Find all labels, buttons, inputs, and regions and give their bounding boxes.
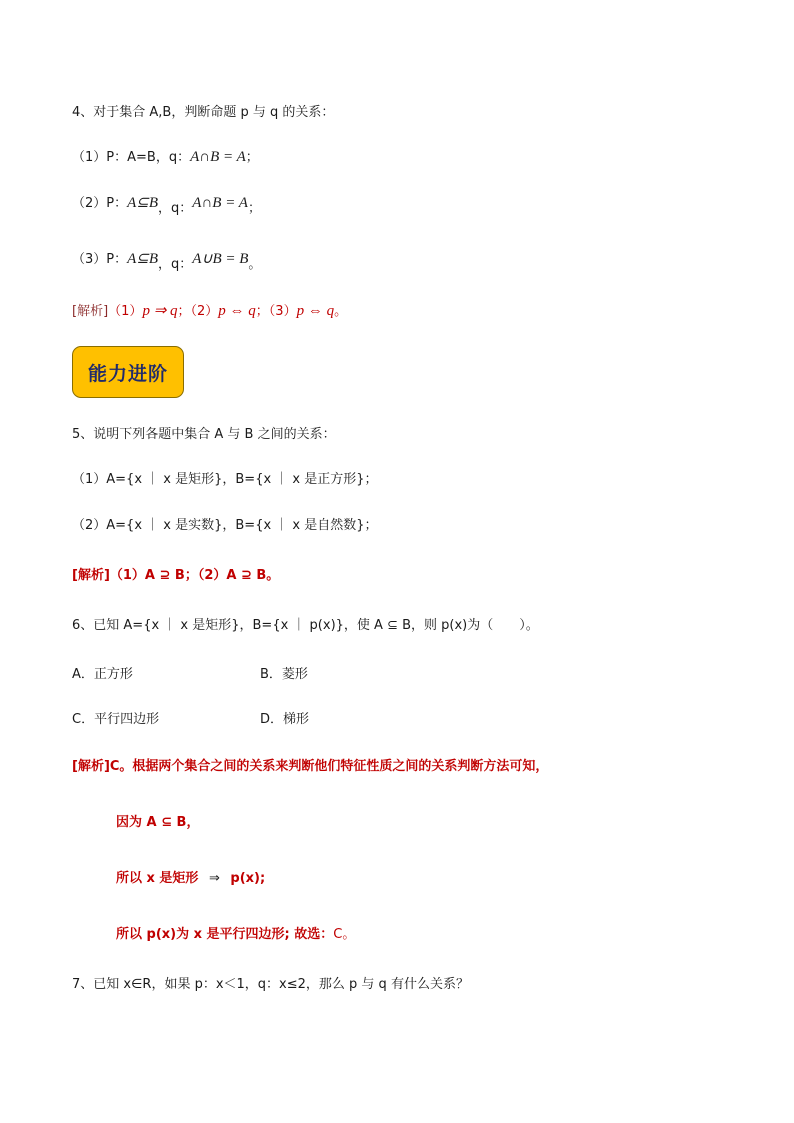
q7-stem: 7、已知 x∈R，如果 p：x＜1，q：x≤2，那么 p 与 q 有什么关系？ — [72, 977, 469, 992]
q4-analysis-tag: [解析] — [72, 304, 109, 319]
q4-item-1-label: （1）P：A=B，q： — [72, 150, 191, 165]
q6-analysis-line-1: [解析]C。根据两个集合之间的关系来判断他们特征性质之间的关系判断方法可知， — [72, 759, 549, 774]
q5-stem: 5、说明下列各题中集合 A 与 B 之间的关系： — [72, 427, 336, 442]
q4-item-2-p-expr: A⊆B — [127, 195, 159, 211]
q6-option-d: D．梯形 — [260, 712, 310, 727]
q4-analysis-part1-expr: p ⇒ q — [142, 303, 178, 319]
q4-item-2-sep: ，q： — [158, 201, 193, 216]
q4-analysis-sep1: ；（2） — [177, 304, 219, 319]
q6-analysis-line-3-b: p(x); — [230, 871, 266, 886]
q6-analysis-line-4-b: C。 — [333, 927, 356, 942]
q5-item-1: （1）A={x ｜ x 是矩形}，B={x ｜ x 是正方形}； — [72, 472, 378, 487]
q4-analysis-part2-expr: p ⇔ q — [218, 303, 256, 319]
q4-analysis — [72, 302, 347, 321]
q6-analysis-line-3-a: 所以 x 是矩形 — [116, 871, 199, 886]
q6-stem: 6、已知 A={x ｜ x 是矩形}，B={x ｜ p(x)}，使 A ⊆ B，则 p(x)为（ ）。 — [72, 618, 539, 633]
q4-item-3-sep: ，q： — [158, 257, 193, 272]
q4-item-2 — [72, 194, 261, 216]
q6-analysis-line-4 — [116, 926, 355, 944]
q4-item-1-end: ； — [245, 150, 259, 165]
q5-analysis: [解析]（1）A ⊇ B；（2）A ⊇ B。 — [72, 568, 280, 583]
q4-item-1-expr: A∩B = A — [190, 149, 246, 165]
q6-analysis-line-2: 因为 A ⊆ B， — [116, 815, 200, 830]
q4-item-2-q-expr: A∩B = A — [192, 195, 248, 211]
q4-item-1 — [72, 148, 259, 167]
q4-item-3-end: 。 — [248, 257, 262, 272]
q5-item-2: （2）A={x ｜ x 是实数}，B={x ｜ x 是自然数}； — [72, 518, 378, 533]
q4-item-3-q-expr: A∪B = B — [192, 251, 249, 267]
q4-stem: 4、对于集合 A,B，判断命题 p 与 q 的关系： — [72, 105, 335, 120]
q6-analysis-line-3 — [116, 870, 265, 888]
q4-item-2-end: ； — [247, 201, 261, 216]
q4-analysis-part1-label: （1） — [108, 304, 143, 319]
q4-item-2-label: （2）P： — [72, 196, 128, 211]
q6-analysis-line-4-a: 所以 p(x)为 x 是平行四边形; 故选： — [116, 927, 334, 942]
q6-option-c: C．平行四边形 — [72, 712, 160, 727]
q6-option-b: B．菱形 — [260, 667, 308, 682]
section-badge — [72, 346, 184, 398]
q4-item-3-label: （3）P： — [72, 252, 128, 267]
q4-item-3 — [72, 250, 262, 272]
q4-analysis-sep2: ；（3） — [255, 304, 297, 319]
q4-item-3-p-expr: A⊆B — [127, 251, 159, 267]
q6-option-a: A．正方形 — [72, 667, 133, 682]
q4-analysis-end: 。 — [334, 304, 348, 319]
q4-analysis-part3-expr: p ⇔ q — [296, 303, 335, 319]
section-badge-label: 能力进阶 — [87, 362, 168, 385]
implies-arrow: ⇒ — [208, 871, 220, 886]
